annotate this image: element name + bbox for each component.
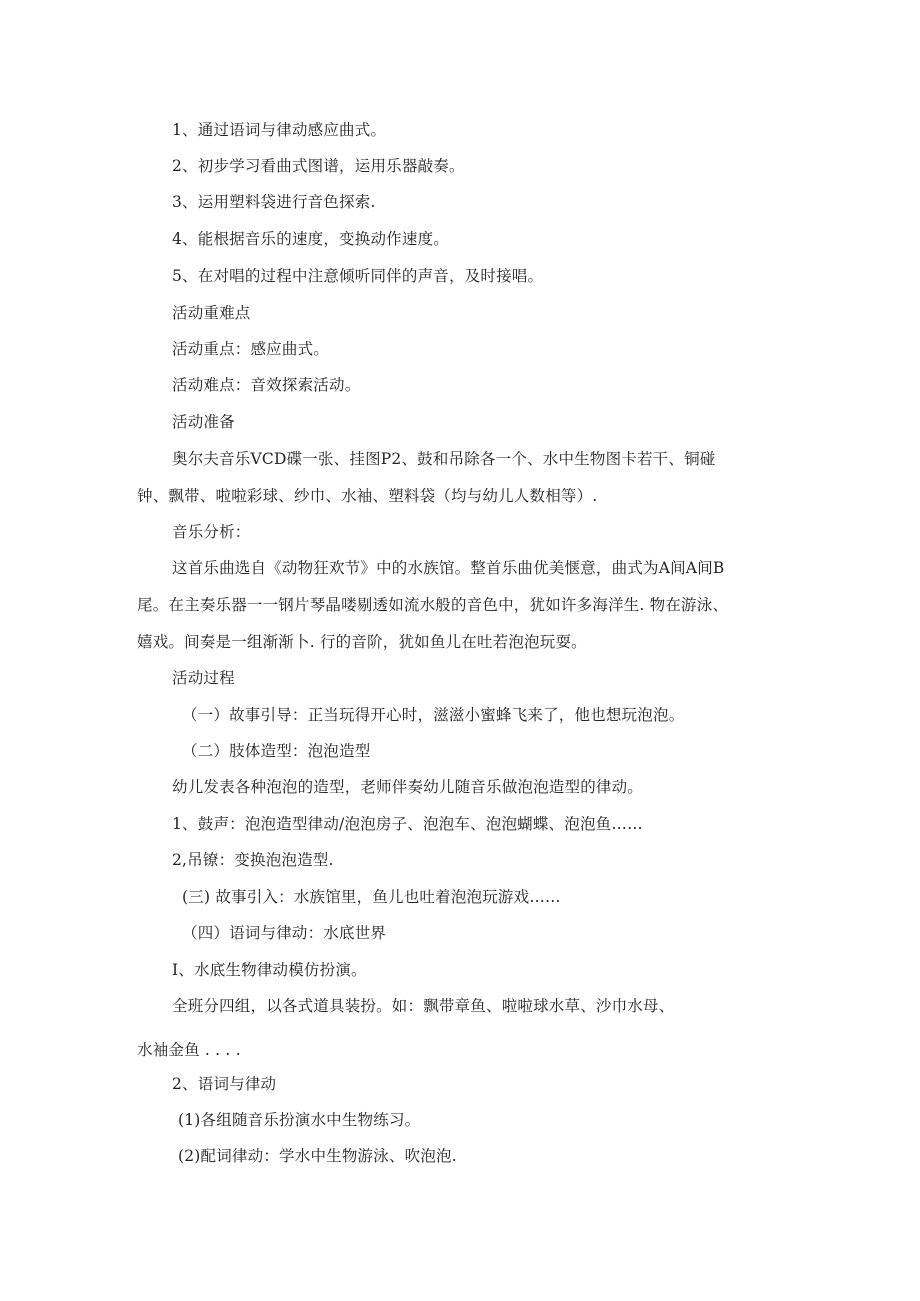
step-4-text-1: 全班分四组，以各式道具装扮。如：飘带章鱼、啦啦球水草、沙巾水母、 [172,997,675,1015]
step-4-text-2: 水袖金鱼 . . . . [137,1041,241,1059]
heading-process: 活动过程 [172,669,235,687]
analysis-text-1: 这首乐曲选自《动物狂欢节》中的水族馆。整首乐曲优美惬意，曲式为A间A间B [172,559,725,577]
step-2-item-1: 1、鼓声：泡泡造型律动/泡泡房子、泡泡车、泡泡蝴蝶、泡泡鱼…… [172,815,643,833]
preparation-text-2: 钟、飘带、啦啦彩球、纱巾、水袖、塑料袋（均与幼儿人数相等）. [137,487,598,505]
step-4-sub-2: (2)配词律动：学水中生物游泳、吹泡泡. [178,1147,457,1165]
objective-1: 1、通过语词与律动感应曲式。 [172,121,387,139]
objective-3: 3、运用塑料袋进行音色探索. [172,193,376,211]
step-2-text: 幼儿发表各种泡泡的造型，老师伴奏幼儿随音乐做泡泡造型的律动。 [172,778,644,796]
step-4-sub-1: (1)各组随音乐扮演水中生物练习。 [178,1111,421,1129]
difficult-point: 活动难点：音效探索活动。 [172,376,361,394]
analysis-text-2: 尾。在主奏乐器一一钢片琴晶喽剔透如流水般的音色中，犹如许多海洋生. 物在游泳、 [137,596,729,614]
step-1: （一）故事引导：正当玩得开心时，滋滋小蜜蜂飞来了，他也想玩泡泡。 [182,706,685,724]
step-4-item-2: 2、语词与律动 [172,1075,277,1093]
key-point: 活动重点：感应曲式。 [172,340,330,358]
objective-4: 4、能根据音乐的速度，变换动作速度。 [172,230,449,248]
step-4: （四）语词与律动：水底世界 [182,924,387,942]
step-4-item-1: I、水底生物律动模仿扮演。 [172,961,367,979]
heading-preparation: 活动准备 [172,413,235,431]
heading-key-points: 活动重难点 [172,304,251,322]
analysis-text-3: 嬉戏。间奏是一组渐渐卜. 行的音阶，犹如鱼儿在吐若泡泡玩耍。 [137,633,587,651]
step-2: （二）肢体造型：泡泡造型 [182,742,371,760]
step-2-item-2: 2,吊镣：变换泡泡造型. [172,851,334,869]
heading-music-analysis: 音乐分析： [172,523,251,541]
preparation-text-1: 奥尔夫音乐VCD碟一张、挂图P2、鼓和吊除各一个、水中生物图卡若干、铜碰 [172,450,716,468]
step-3: (三) 故事引入：水族馆里，鱼儿也吐着泡泡玩游戏…… [182,888,561,906]
objective-5: 5、在对唱的过程中注意倾听同伴的声音，及时接唱。 [172,267,544,285]
objective-2: 2、初步学习看曲式图谱，运用乐器敲奏。 [172,157,465,175]
